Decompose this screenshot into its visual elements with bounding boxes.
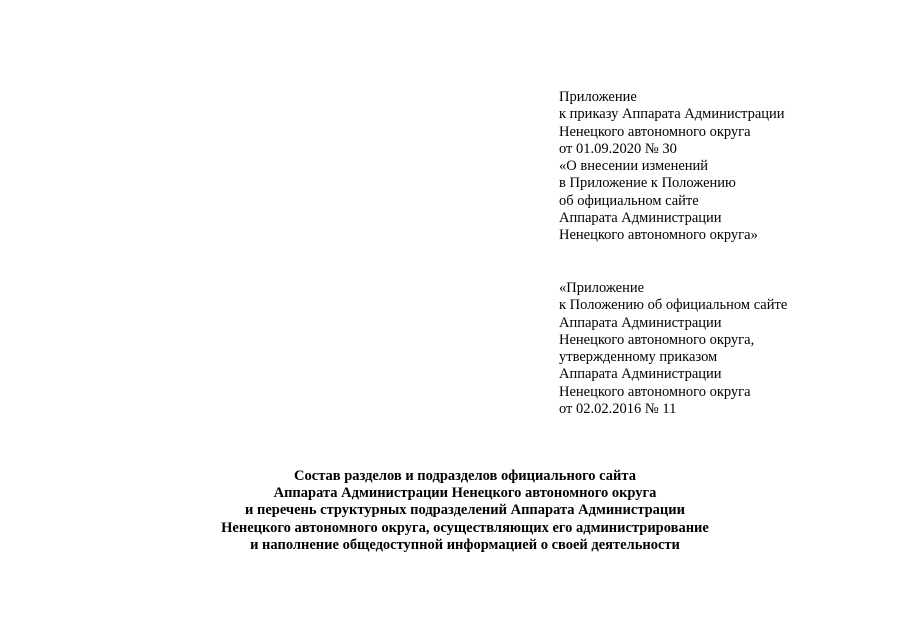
document-title-line: Ненецкого автономного округа, осуществляющих его администрирование	[221, 519, 709, 536]
appendix-order-line: Ненецкого автономного округа	[559, 123, 751, 140]
appendix-regulation-block	[559, 280, 787, 418]
document-title-line: и наполнение общедоступной информацией о своей деятельности	[250, 536, 680, 553]
appendix-order-line: «О внесении изменений	[559, 158, 709, 175]
appendix-regulation-line: Аппарата Администрации	[559, 314, 722, 331]
appendix-order-line: Аппарата Администрации	[559, 210, 722, 227]
appendix-regulation-line: Ненецкого автономного округа	[559, 383, 751, 400]
document-title-line: и перечень структурных подразделений Аппарата Администрации	[244, 502, 685, 519]
appendix-order-line: от 01.09.2020 № 30	[559, 140, 677, 157]
appendix-order-block	[559, 89, 785, 245]
appendix-order-line: Ненецкого автономного округа»	[559, 227, 758, 244]
appendix-order-line: об официальном сайте	[559, 192, 699, 209]
appendix-regulation-line: от 02.02.2016 № 11	[559, 401, 677, 418]
appendix-order-line: в Приложение к Положению	[559, 175, 736, 192]
appendix-regulation-line: к Положению об официальном сайте	[559, 297, 788, 314]
appendix-order-line: к приказу Аппарата Администрации	[559, 106, 785, 123]
appendix-regulation-line: Аппарата Администрации	[559, 366, 722, 383]
appendix-regulation-line: «Приложение	[559, 280, 645, 296]
appendix-regulation-line: утвержденному приказом	[559, 349, 718, 366]
document-title-line: Состав разделов и подразделов официального сайта	[294, 468, 636, 484]
document-title-line: Аппарата Администрации Ненецкого автономного округа	[273, 485, 657, 502]
appendix-order-line: Приложение	[559, 89, 637, 105]
document-title	[150, 468, 780, 554]
appendix-regulation-line: Ненецкого автономного округа,	[559, 331, 755, 348]
